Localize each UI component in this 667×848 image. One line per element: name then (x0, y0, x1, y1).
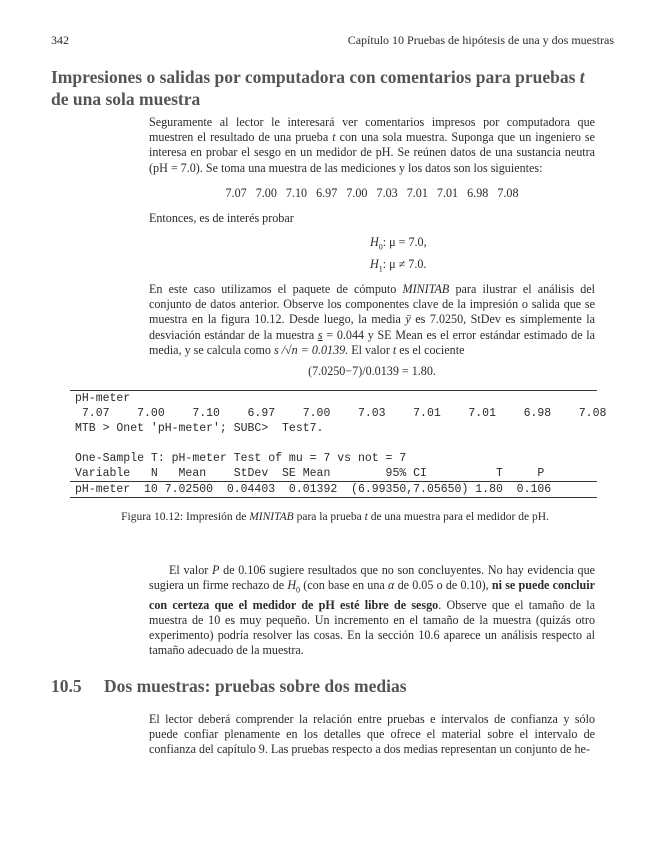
data-value: 7.10 (285, 186, 308, 200)
mt-a: En este caso utilizamos el paquete de cómputo (149, 282, 397, 296)
data-value: 7.01 (406, 186, 428, 200)
t-ratio: (7.0250−7)/0.0139 = 1.80. (308, 364, 436, 378)
section-10-5-heading (51, 676, 407, 697)
final-paragraph: El lector deberá comprender la relación entre pruebas e intervalos de confianza y sólo puede confiar plenamente en los detalles que ofrece el material sobre el intervalo de confianza del capítulo 9. Las pruebas respecto a dos medias representan un conjunto de he- (149, 712, 595, 757)
section-heading-line2: de una sola muestra (51, 89, 201, 109)
pv-a: El valor (169, 563, 209, 577)
output-line: One-Sample T: pH-meter Test of mu = 7 vs not = 7 (75, 452, 407, 465)
then-text: Entonces, es de interés probar (149, 211, 294, 225)
section-heading (51, 66, 621, 110)
mt-formula: s /√n = 0.0139. (273, 342, 349, 357)
caption-b: para la prueba (296, 511, 362, 523)
intro-text-b: con una sola muestra. Suponga que un ingeniero se interesa en probar el sesgo en un medidor de pH. Se reúnen datos de una sustancia neutra (pH = 7.0). Se toma una muestra de las mediciones y los datos son los siguientes: (149, 130, 595, 175)
caption-t: t (364, 511, 368, 523)
pv-H0-sub: 0 (296, 585, 301, 595)
minitab-paragraph (149, 282, 595, 358)
caption-a: Figura 10.12: Impresión de (121, 511, 247, 523)
mt-t: t (392, 342, 397, 357)
caption-c: de una muestra para el medidor de pH. (370, 511, 549, 523)
h1-rest: : μ ≠ 7.0. (382, 257, 427, 271)
data-values-line (149, 186, 595, 201)
section-heading-line1: Impresiones o salidas por computadora con comentarios para pruebas (51, 67, 576, 87)
pv-H0: H (287, 578, 297, 593)
pv-d: de 0.05 o de 0.10), (397, 578, 489, 593)
running-head: Capítulo 10 Pruebas de hipótesis de una y dos muestras (347, 33, 614, 47)
output-line: 7.07 7.00 7.10 6.97 7.00 7.03 7.01 7.01 6.98 7.08 (75, 407, 607, 420)
alternative-hypothesis (370, 257, 426, 273)
pvalue-paragraph (149, 563, 595, 659)
mt-b: para ilustrar el análisis del conjunto de datos anterior. Observe los componentes clave de la impresión o salida que se muestra en la figura 10.12. Desde luego, la media (149, 282, 596, 327)
output-result-line: pH-meter 10 7.02500 0.04403 0.01392 (6.99350,7.05650) 1.80 0.106 (75, 483, 552, 496)
section-heading-italic: t (579, 67, 585, 87)
data-value: 7.00 (346, 186, 368, 200)
pv-b: de 0.106 sugiere resultados que no son concluyentes. No hay evidencia que sugiera un firme rechazo de (149, 563, 596, 593)
mt-d: = 0.044 y SE Mean es el error estándar estimado de la media, y se calcula como (149, 327, 596, 357)
pv-c: (con base en una (303, 578, 385, 593)
output-bottom-rule (70, 497, 597, 498)
null-hypothesis (370, 235, 427, 251)
h1-sub: 1 (378, 264, 383, 274)
intro-t: t (332, 130, 336, 145)
pv-e: . Observe que el tamaño de la muestra de 10 es muy pequeño. Un incremento en el tamaño de la muestra (quizás otro experimento) podría resolver las cosas. En la sección 10.6 aparece un análisis respecto al tamaño adecuado de la muestra. (149, 597, 595, 658)
mt-ybar: ȳ (405, 312, 411, 327)
figure-caption (80, 511, 590, 523)
h0-sub: 0 (378, 242, 383, 252)
mt-c: es 7.0250, StDev es simplemente la desviación estándar de la muestra (149, 312, 595, 342)
data-value: 6.98 (467, 186, 489, 200)
output-header-line: Variable N Mean StDev SE Mean 95% CI T P (75, 467, 545, 480)
caption-software: MINITAB (249, 511, 294, 523)
mt-f: es el cociente (399, 342, 465, 357)
data-value: 7.01 (436, 186, 459, 200)
data-value: 6.97 (316, 186, 338, 200)
data-value: 7.07 (225, 186, 247, 200)
output-top-rule (70, 390, 597, 391)
data-value: 7.08 (497, 186, 519, 200)
h0-rest: : μ = 7.0, (382, 235, 427, 249)
h1-symbol: H (370, 257, 379, 271)
intro-paragraph (149, 115, 595, 176)
data-value: 7.00 (255, 186, 277, 200)
data-value: 7.03 (376, 186, 398, 200)
section-title: Dos muestras: pruebas sobre dos medias (104, 676, 407, 696)
pv-bold: ni se puede concluir con certeza que el medidor de pH esté libre de sesgo (149, 578, 595, 612)
mt-s: s (317, 327, 323, 342)
output-line: MTB > Onet 'pH-meter'; SUBC> Test7. (75, 422, 324, 435)
section-number: 10.5 (51, 676, 82, 696)
h0-symbol: H (370, 235, 379, 249)
output-line: pH-meter (75, 392, 131, 405)
mt-e: El valor (351, 342, 390, 357)
pv-alpha: α (388, 578, 395, 593)
page-number: 342 (51, 33, 69, 47)
intro-text-a: Seguramente al lector le interesará ver comentarios impresos por computadora que muestren el resultado de una prueba (149, 115, 595, 145)
mt-software: MINITAB (402, 282, 450, 296)
pv-P: P (212, 563, 220, 577)
